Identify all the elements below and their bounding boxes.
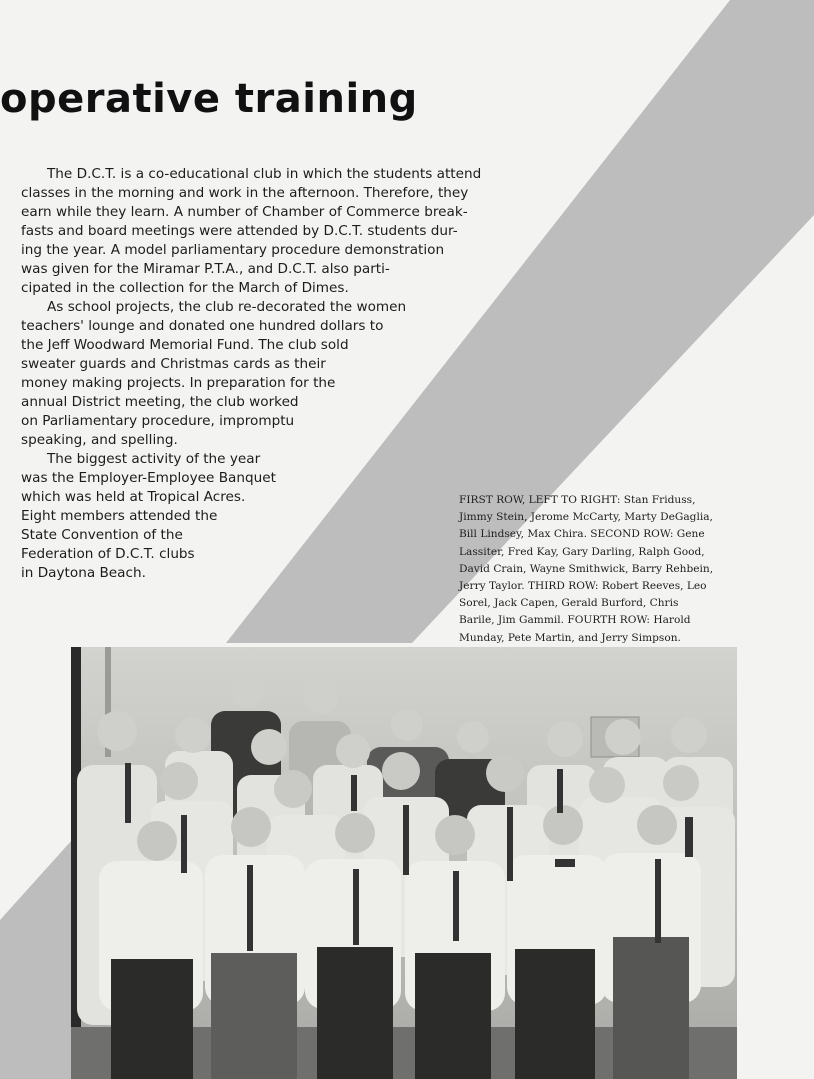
article-line: was given for the Miramar P.T.A., and D.C.T. also parti-	[21, 261, 390, 277]
article-line: money making projects. In preparation for the	[21, 375, 336, 391]
article-line: sweater guards and Christmas cards as their	[21, 356, 326, 372]
article-line: annual District meeting, the club worked	[21, 394, 299, 410]
article-line: As school projects, the club re-decorated the women	[47, 299, 407, 315]
article-line: ing the year. A model parliamentary procedure demonstration	[21, 242, 445, 258]
article-line: Eight members attended the	[21, 508, 218, 524]
group-photo-illustration	[71, 647, 737, 1079]
article-line: The D.C.T. is a co-educational club in which the students attend	[47, 166, 482, 182]
article-line: State Convention of the	[21, 527, 183, 543]
article-line: was the Employer-Employee Banquet	[21, 470, 276, 486]
article-line: in Daytona Beach.	[21, 565, 146, 581]
article-line: fasts and board meetings were attended by D.C.T. students dur-	[21, 223, 458, 239]
article-line: cipated in the collection for the March of Dimes.	[21, 280, 349, 296]
caption-line: FIRST ROW, LEFT TO RIGHT: Stan Friduss,	[459, 494, 696, 506]
article-body	[21, 165, 481, 583]
article-line: The biggest activity of the year	[47, 451, 261, 467]
article-line: earn while they learn. A number of Chamber of Commerce break-	[21, 204, 468, 220]
article-line: which was held at Tropical Acres.	[21, 489, 246, 505]
caption-line: Jerry Taylor. THIRD ROW: Robert Reeves, Leo	[459, 580, 707, 593]
caption-line: Lassiter, Fred Kay, Gary Darling, Ralph Good,	[459, 545, 705, 558]
article-line: on Parliamentary procedure, impromptu	[21, 413, 295, 429]
article-line: Federation of D.C.T. clubs	[21, 546, 195, 562]
lower-left-band-fragment	[0, 840, 72, 1079]
caption-line: Munday, Pete Martin, and Jerry Simpson.	[459, 631, 681, 644]
article-line: speaking, and spelling.	[21, 432, 178, 448]
article-line: teachers' lounge and donated one hundred dollars to	[21, 318, 384, 334]
caption-line: Bill Lindsey, Max Chira. SECOND ROW: Gene	[459, 528, 705, 541]
caption-line: Barile, Jim Gammil. FOURTH ROW: Harold	[459, 614, 691, 627]
article-line: the Jeff Woodward Memorial Fund. The club sold	[21, 337, 349, 353]
photo-caption	[459, 492, 759, 647]
caption-line: Jimmy Stein, Jerome McCarty, Marty DeGaglia,	[459, 511, 713, 524]
caption-line: Sorel, Jack Capen, Gerald Burford, Chris	[459, 597, 679, 610]
caption-line: David Crain, Wayne Smithwick, Barry Rehbein,	[459, 562, 714, 575]
article-line: classes in the morning and work in the afternoon. Therefore, they	[21, 185, 469, 201]
page-title: operative training	[0, 76, 418, 122]
group-photo	[71, 647, 737, 1079]
